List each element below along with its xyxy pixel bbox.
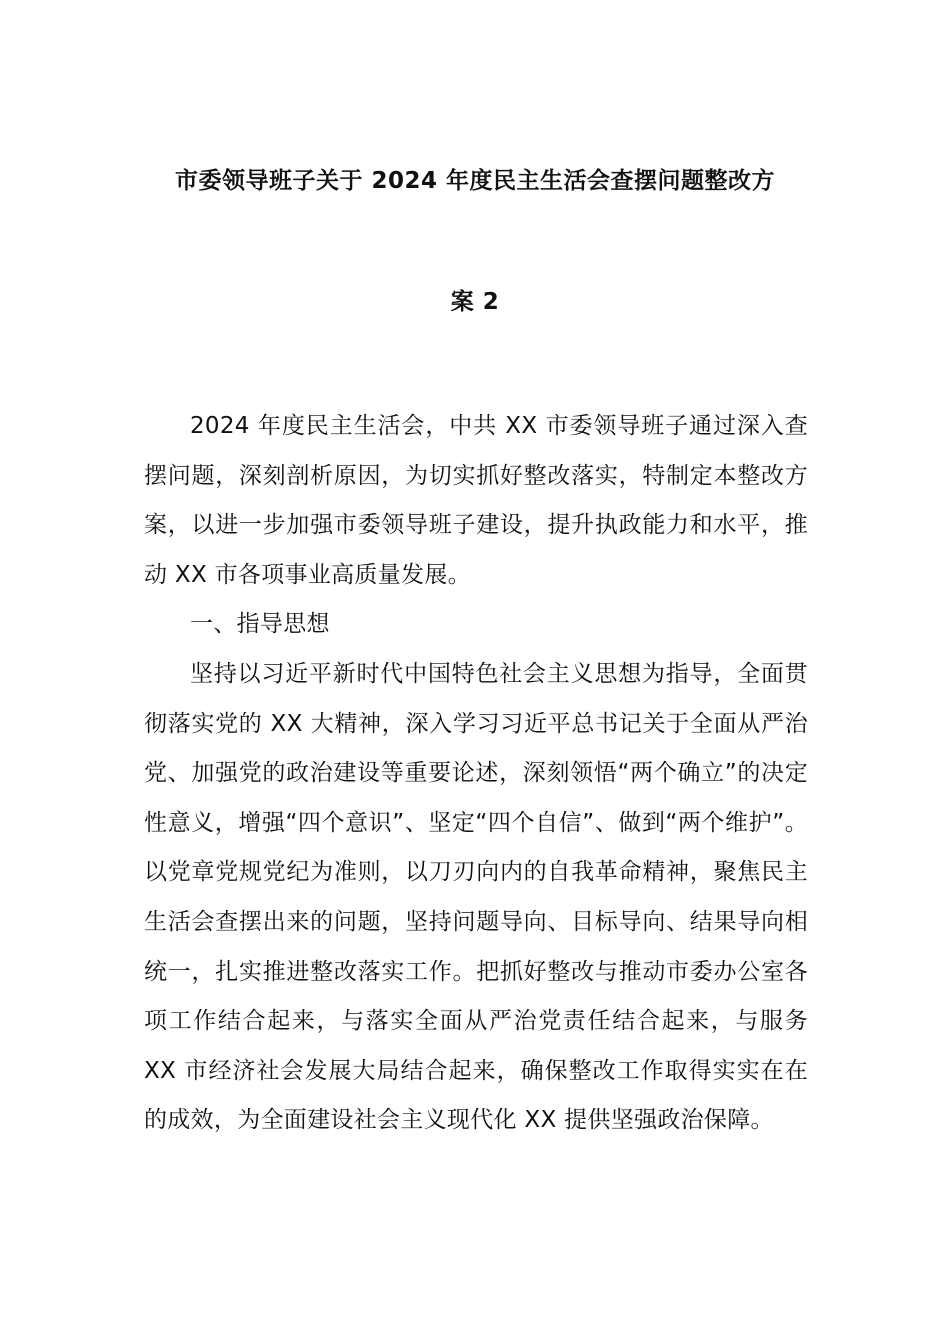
guiding-thought-paragraph: 坚持以习近平新时代中国特色社会主义思想为指导，全面贯彻落实党的 XX 大精神，深入学习习近平总书记关于全面从严治党、加强党的政治建设等重要论述，深刻领悟“两个确立”的决定性意义，增强“四个意识”、坚定“四个自信”、做到“两个维护”。以党章党规党纪为准则，以刀刃向内的自我革命精神，聚焦民主生活会查摆出来的问题，坚持问题导向、目标导向、结果导向相统一，扎实推进整改落实工作。把抓好整改与推动市委办公室各项工作结合起来，与落实全面从严治党责任结合起来，与服务 XX 市经济社会发展大局结合起来，确保整改工作取得实实在在的成效，为全面建设社会主义现代化 XX 提供坚强政治保障。 <box>144 660 808 1134</box>
document-title-line-1: 市委领导班子关于 2024 年度民主生活会查摆问题整改方 <box>174 168 776 194</box>
document-title-line-2: 案 2 <box>450 289 500 315</box>
section-heading: 一、指导思想 <box>190 611 330 638</box>
document-body <box>144 402 808 1146</box>
intro-paragraph: 2024 年度民主生活会，中共 XX 市委领导班子通过深入查摆问题，深刻剖析原因，为切实抓好整改落实，特制定本整改方案，以进一步加强市委领导班子建设，提升执政能力和水平，推动 XX 市各项事业高质量发展。 <box>144 413 808 588</box>
